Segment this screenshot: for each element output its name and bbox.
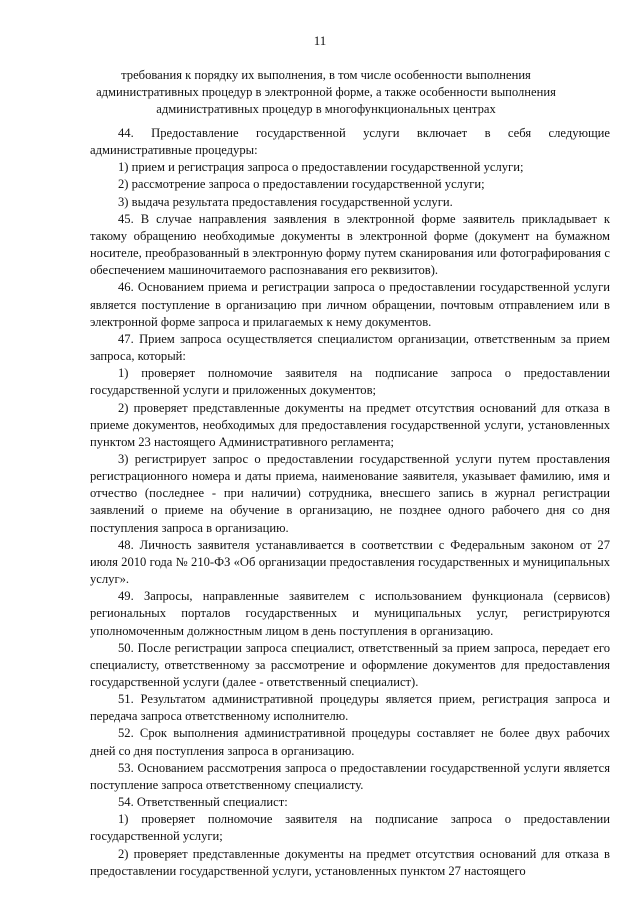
paragraph: 1) прием и регистрация запроса о предоставлении государственной услуги; [118, 160, 524, 175]
paragraph: 49. Запросы, направленные заявителем с использованием функционала (сервисов) региональных порталов государственных и муниципальных услуг, регистрируются уполномоченным должностным лицом в день поступления в организацию. [90, 589, 610, 638]
paragraph: 50. После регистрации запроса специалист, ответственный за прием запроса, передает его специалисту, ответственному за рассмотрение и оформление документов для предоставления государственной услуги (далее - ответственный специалист). [90, 640, 610, 689]
paragraph: 52. Срок выполнения административной процедуры составляет не более двух рабочих дней со дня поступления запроса в организацию. [90, 726, 610, 758]
paragraph: 44. Предоставление государственной услуги включает в себя следующие административные процедуры: [90, 126, 610, 158]
paragraph: 3) выдача результата предоставления государственной услуги. [118, 194, 453, 209]
paragraph: 1) проверяет полномочие заявителя на подписание запроса о предоставлении государственной услуги; [90, 812, 610, 844]
paragraph: 2) проверяет представленные документы на предмет отсутствия оснований для отказа в предоставлении государственной услуги, установленных пунктом 27 настоящего [90, 846, 610, 878]
paragraph: 2) рассмотрение запроса о предоставлении государственной услуги; [118, 177, 485, 192]
paragraph: 54. Ответственный специалист: [118, 795, 288, 810]
document-body [90, 125, 610, 880]
paragraph: 46. Основанием приема и регистрации запроса о предоставлении государственной услуги является поступление в организацию при личном обращении, почтовым отправлением или в электронной форме запроса и прилагаемых к нему документов. [90, 280, 610, 329]
paragraph: 45. В случае направления заявления в электронной форме заявитель прикладывает к такому обращению необходимые документы в электронной форме (документ на бумажном носителе, преобразованный в электронную форму путем сканирования или фотографирования с обеспечением машиночитаемого распознавания его реквизитов). [90, 211, 610, 278]
paragraph: 1) проверяет полномочие заявителя на подписание запроса о предоставлении государственной услуги и приложенных документов; [90, 366, 610, 398]
paragraph: 53. Основанием рассмотрения запроса о предоставлении государственной услуги является поступление запроса ответственному специалисту. [90, 760, 610, 792]
paragraph: 3) регистрирует запрос о предоставлении государственной услуги путем проставления регистрационного номера и даты приема, наименование заявителя, указывает фамилию, имя и отчество (последнее - при наличии) сотрудника, внесшего запись в журнал регистрации заявлений о приеме на обучение в организацию, не позднее одного рабочего дня со дня поступления запроса в организацию. [90, 451, 610, 535]
paragraph: 47. Прием запроса осуществляется специалистом организации, ответственным за прием запроса, который: [90, 331, 610, 364]
paragraph: 51. Результатом административной процедуры является прием, регистрация запроса и передача запроса ответственному исполнителю. [90, 692, 610, 724]
paragraph: 2) проверяет представленные документы на предмет отсутствия оснований для отказа в приеме документов, необходимых для предоставления государственной услуги, установленных пунктом 23 настоящего Административного регламента; [90, 400, 610, 449]
page-number: 11 [313, 33, 327, 48]
paragraph: 48. Личность заявителя устанавливается в соответствии с Федеральным законом от 27 июля 2010 года № 210-ФЗ «Об организации предоставления государственных и муниципальных услуг». [90, 537, 610, 587]
section-heading: требования к порядку их выполнения, в том числе особенности выполнения административных процедур в электронной форме, а также особенности выполнения административных процедур в многофункциональных центрах [96, 68, 556, 116]
